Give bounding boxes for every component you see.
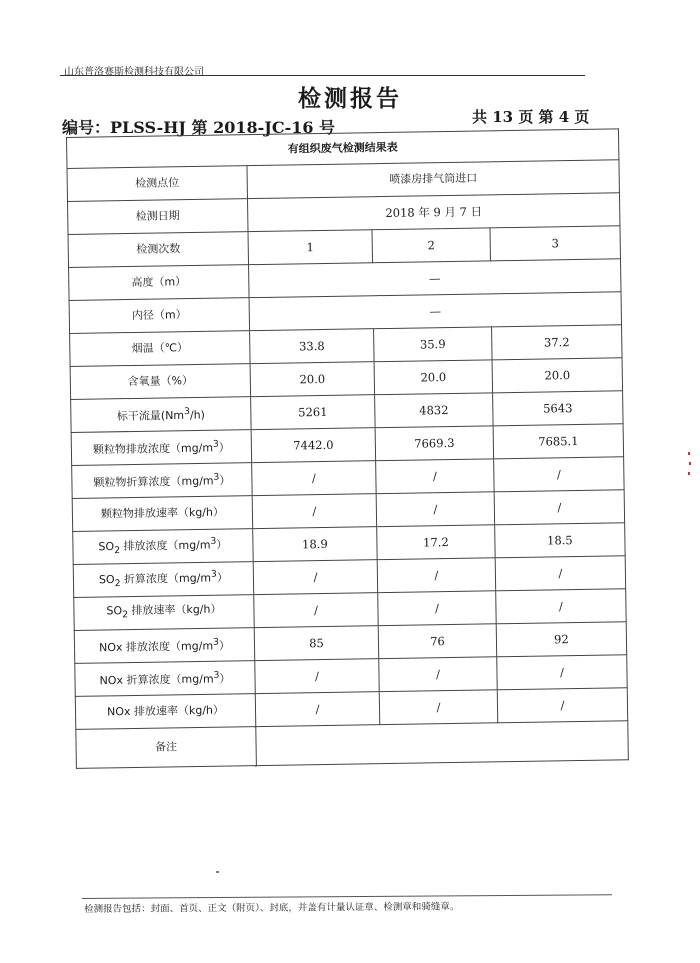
row-label-so2-conv: $SO_2$ 折算浓度$(mg/m^3)$ [73,562,253,598]
header-rule [60,75,585,76]
table-title: 有组织废气检测结果表 [67,129,619,169]
row-label-oxygen: 含氧量（%） [70,364,250,400]
oxygen-2: 20.0 [374,360,493,395]
flow-3: 5643 [493,391,624,426]
row-label-pm-conv: 颗粒物折算浓度$(mg/m^3)$ [72,463,252,499]
footer-note: 检测报告包括：封面、首页、正文（附页）、封底，并盖有计量认证章、检测章和骑缝章。 [84,901,460,915]
oxygen-1: 20.0 [250,362,375,397]
flow-2: 4832 [375,393,494,428]
temperature-1: 33.8 [250,329,375,364]
scan-mark [689,462,691,465]
location-value: 喷漆房排气筒进口 [247,160,619,199]
document-title: 检测报告 [298,86,402,112]
results-table-wrapper [66,128,629,769]
row-label-date: 检测日期 [68,199,248,235]
row-label-temperature: 烟温（℃） [70,331,250,367]
temperature-2: 35.9 [374,327,493,362]
nox-rate-1: / [255,692,380,727]
pm-conv-3: / [494,457,625,492]
nox-conc-3: 92 [496,622,627,657]
row-label-nox-conc: NOx 排放浓度$(mg/m^3)$ [74,628,254,664]
row-label-remark: 备注 [76,727,257,769]
pm-rate-1: / [252,494,377,529]
row-label-pm-rate: 颗粒物排放速率（kg/h） [72,496,252,532]
pm-conc-1: 7442.0 [251,428,376,463]
so2-rate-2: / [378,591,497,626]
row-label-nox-rate: NOx 排放速率（kg/h） [75,694,255,730]
pm-rate-2: / [376,492,495,527]
so2-conc-3: 18.5 [495,523,626,558]
count-3: 3 [490,226,621,261]
row-label-flow: 标干流量(Nm$^3$/h) [71,397,251,433]
nox-rate-2: / [379,690,498,725]
so2-conv-2: / [377,558,496,593]
pm-rate-3: / [494,490,625,525]
scan-mark [688,452,690,455]
so2-conv-3: / [495,556,626,591]
results-table [66,128,629,769]
height-value: — [249,259,621,298]
page-info: 共 13 页 第 4 页 [472,108,590,126]
report-number: 编号：PLSS-HJ 第 2018-JC-16 号 [62,118,336,137]
company-name: 山东普洛赛斯检测科技有限公司 [64,67,204,78]
pm-conv-2: / [376,459,495,494]
date-value: 2018 年 9 月 7 日 [247,193,619,232]
pm-conc-3: 7685.1 [493,424,624,459]
table-row [76,721,629,769]
nox-conv-1: / [255,659,380,694]
row-label-so2-rate: $SO_2$ 排放速率（kg/h） [74,595,254,631]
row-label-height: 高度（m） [69,265,249,301]
nox-conv-3: / [497,655,628,690]
oxygen-3: 20.0 [492,358,623,393]
so2-conv-1: / [253,560,378,595]
flow-1: 5261 [251,395,376,430]
so2-conc-2: 17.2 [377,525,496,560]
row-label-so2-conc: $SO_2$ 排放浓度$(mg/m^3)$ [73,529,253,565]
nox-conc-2: 76 [378,624,497,659]
row-label-count: 检测次数 [68,232,248,268]
row-label-nox-conv: NOx 折算浓度$(mg/m^3)$ [75,661,255,697]
count-1: 1 [248,230,373,265]
so2-rate-3: / [496,589,627,624]
pm-conc-2: 7669.3 [375,426,494,461]
remark-value [256,721,629,766]
temperature-3: 37.2 [492,325,623,360]
row-label-inner-diameter: 内径（m） [69,298,249,334]
so2-conc-1: 18.9 [253,527,378,562]
nox-rate-3: / [497,688,628,723]
scan-mark [688,472,690,475]
so2-rate-1: / [254,593,379,628]
inner-diameter-value: — [249,292,621,331]
scan-speck [216,871,219,873]
row-label-pm-conc: 颗粒物排放浓度$(mg/m^3)$ [71,430,251,466]
pm-conv-1: / [252,461,377,496]
count-2: 2 [372,228,491,263]
nox-conv-2: / [379,657,498,692]
row-label-location: 检测点位 [67,166,247,202]
nox-conc-1: 85 [254,626,379,661]
